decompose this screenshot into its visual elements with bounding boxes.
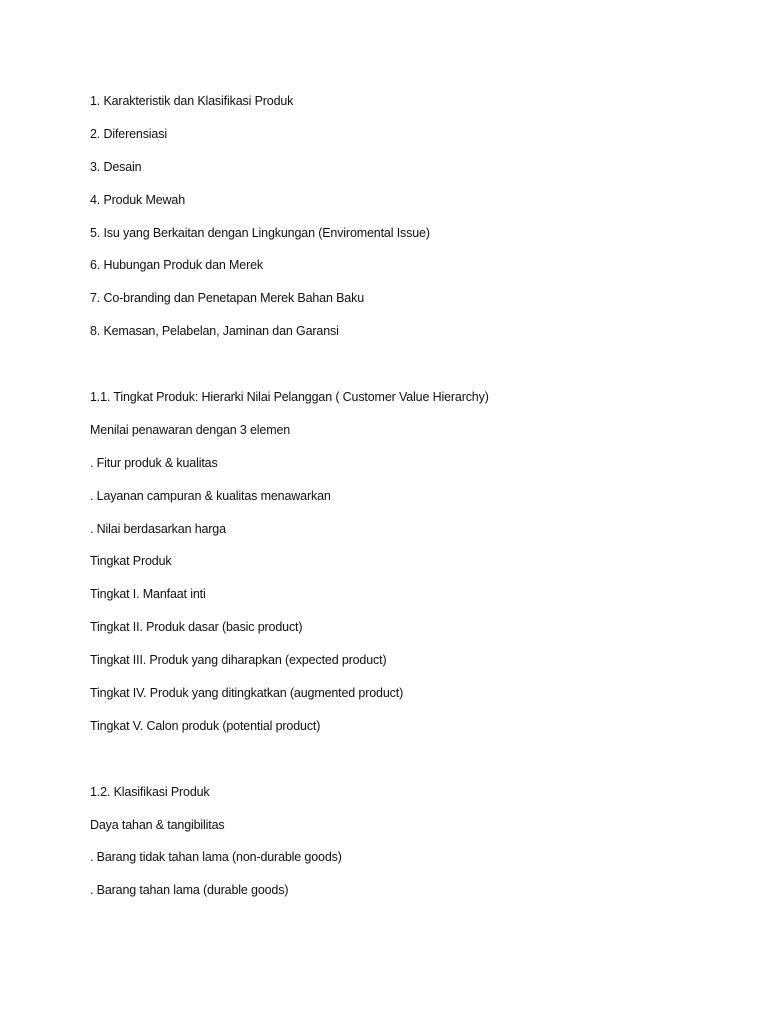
section-spacer — [90, 356, 710, 372]
level-item-3: Tingkat III. Produk yang diharapkan (expected product) — [90, 653, 387, 668]
section-spacer — [90, 751, 710, 767]
toc-item-2: 2. Diferensiasi — [90, 126, 167, 141]
level-item-5: Tingkat V. Calon produk (potential product) — [90, 718, 321, 733]
toc-item-6: 6. Hubungan Produk dan Merek — [90, 258, 263, 273]
element-item-3: . Nilai berdasarkan harga — [90, 521, 226, 536]
document-body — [90, 93, 710, 915]
element-item-1: . Fitur produk & kualitas — [90, 455, 218, 470]
section-1-2-intro: Daya tahan & tangibilitas — [90, 817, 225, 832]
toc-item-4: 4. Produk Mewah — [90, 192, 186, 207]
toc-item-8: 8. Kemasan, Pelabelan, Jaminan dan Garansi — [90, 324, 339, 339]
level-item-2: Tingkat II. Produk dasar (basic product) — [90, 620, 303, 635]
toc-item-5: 5. Isu yang Berkaitan dengan Lingkungan (Enviromental Issue) — [90, 225, 430, 240]
element-item-2: . Layanan campuran & kualitas menawarkan — [90, 488, 331, 503]
toc-item-1: 1. Karakteristik dan Klasifikasi Produk — [90, 94, 294, 108]
toc-item-3: 3. Desain — [90, 159, 142, 174]
section-1-1-intro: Menilai penawaran dengan 3 elemen — [90, 422, 291, 437]
section-1-2-heading: 1.2. Klasifikasi Produk — [90, 784, 210, 799]
toc-item-7: 7. Co-branding dan Penetapan Merek Bahan Baku — [90, 291, 364, 306]
levels-title: Tingkat Produk — [90, 554, 172, 569]
level-item-1: Tingkat I. Manfaat inti — [90, 587, 206, 602]
section-1-1-heading: 1.1. Tingkat Produk: Hierarki Nilai Pelanggan ( Customer Value Hierarchy) — [90, 390, 489, 405]
classification-item-1: . Barang tidak tahan lama (non-durable goods) — [90, 850, 342, 865]
level-item-4: Tingkat IV. Produk yang ditingkatkan (augmented product) — [90, 686, 404, 701]
classification-item-2: . Barang tahan lama (durable goods) — [90, 883, 289, 898]
